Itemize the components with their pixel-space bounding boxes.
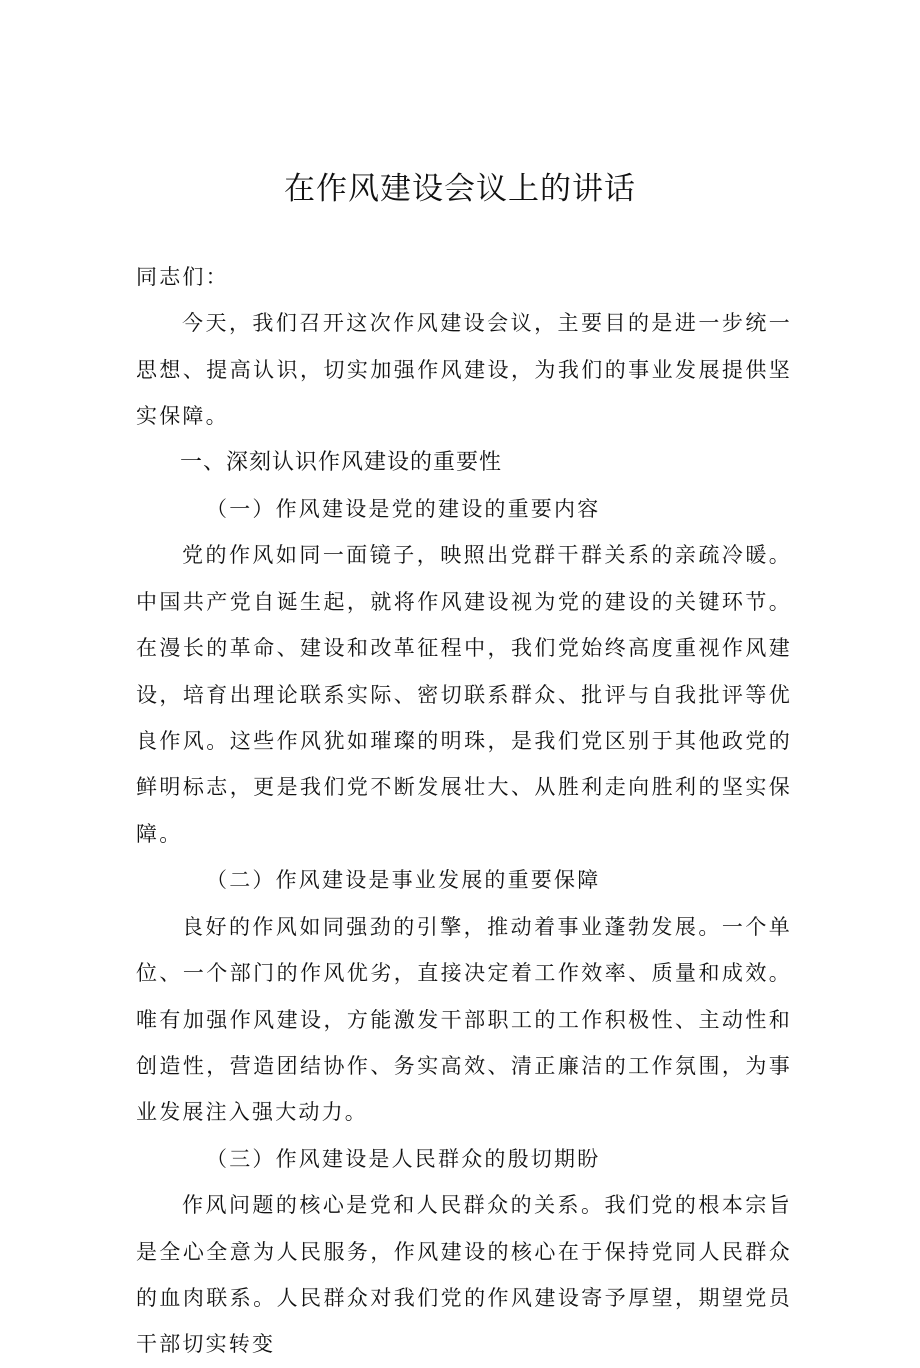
intro-paragraph: 今天，我们召开这次作风建设会议，主要目的是进一步统一思想、提高认识，切实加强作风建设，为我们的事业发展提供坚实保障。 <box>136 311 792 429</box>
subsection-heading-2: （二）作风建设是事业发展的重要保障 <box>206 868 601 893</box>
subsection-heading-3: （三）作风建设是人民群众的殷切期盼 <box>206 1146 601 1171</box>
section-heading-1: 一、深刻认识作风建设的重要性 <box>180 449 503 475</box>
subsection-paragraph-1: 党的作风如同一面镜子，映照出党群干群关系的亲疏冷暖。中国共产党自诞生起，就将作风建设视为党的建设的关键环节。在漫长的革命、建设和改革征程中，我们党始终高度重视作风建设，培育出理论联系实际、密切联系群众、批评与自我批评等优良作风。这些作风犹如璀璨的明珠，是我们党区别于其他政党的鲜明标志，更是我们党不断发展壮大、从胜利走向胜利的坚实保障。 <box>136 543 792 846</box>
subsection-paragraph-2: 良好的作风如同强劲的引擎，推动着事业蓬勃发展。一个单位、一个部门的作风优劣，直接决定着工作效率、质量和成效。唯有加强作风建设，方能激发干部职工的工作积极性、主动性和创造性，营造团结协作、务实高效、清正廉洁的工作氛围，为事业发展注入强大动力。 <box>136 914 792 1125</box>
subsection-paragraph-3: 作风问题的核心是党和人民群众的关系。我们党的根本宗旨是全心全意为人民服务，作风建设的核心在于保持党同人民群众的血肉联系。人民群众对我们党的作风建设寄予厚望，期望党员干部切实转变 <box>136 1193 792 1357</box>
subsection-heading-1: （一）作风建设是党的建设的重要内容 <box>206 497 601 522</box>
document-body <box>136 254 792 1368</box>
document-title: 在作风建设会议上的讲话 <box>284 171 636 207</box>
salutation: 同志们： <box>136 265 229 289</box>
